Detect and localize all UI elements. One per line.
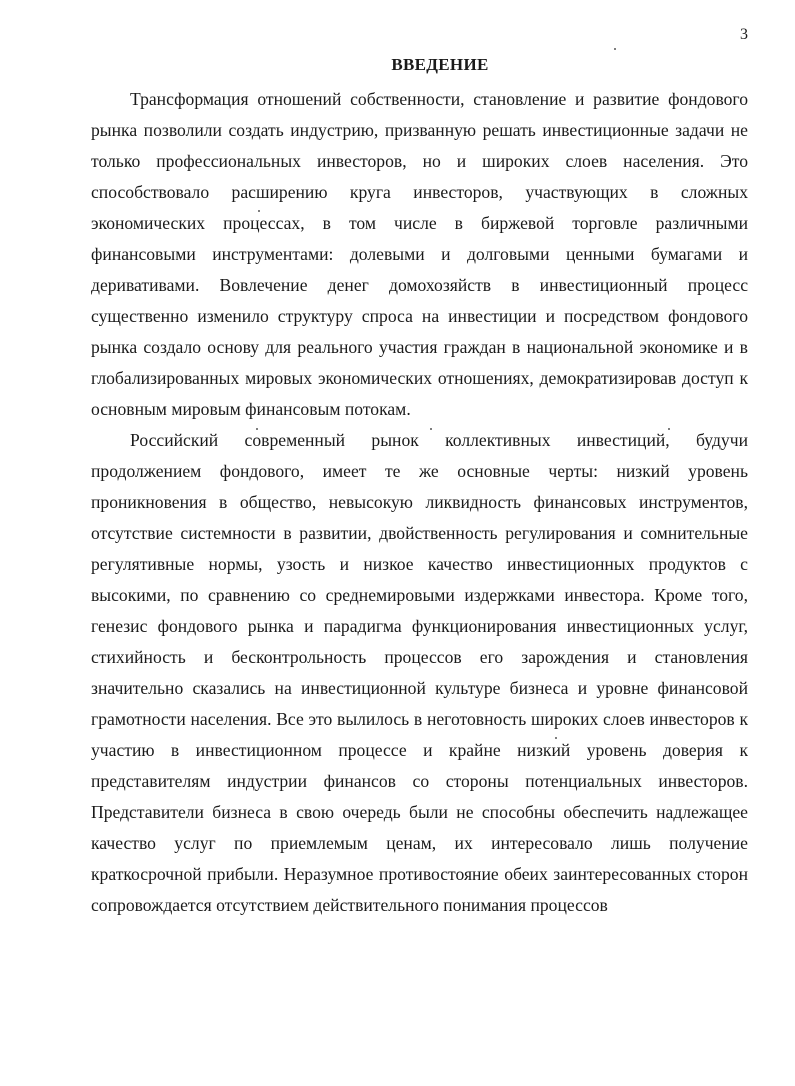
paragraph-1: Трансформация отношений собственности, становление и развитие фондового рынка позволили создать индустрию, призванную решать инвестиционные задачи не только профессиональных инвесторов, но и широких слоев населения. Это способствовало расширению круга инвесторов, участвующих в сложных экономических процессах, в том числе в биржевой торговле различными финансовыми инструментами: долевыми и долговыми ценными бумагами и деривативами. Вовлечение денег домохозяйств в инвестиционный процесс существенно изменило структуру спроса на инвестиции и посредством фондового рынка создало основу для реального участия граждан в национальной экономике и в глобализированных мировых экономических отношениях, демократизировав доступ к основным мировым финансовым потокам. [91, 89, 748, 419]
scan-speck [256, 428, 258, 430]
scan-speck [555, 737, 557, 739]
section-heading: ВВЕДЕНИЕ [391, 55, 489, 74]
page-number: 3 [740, 26, 748, 43]
scan-speck [668, 428, 670, 430]
scan-speck [430, 428, 432, 430]
body-text [91, 84, 748, 921]
scan-speck [258, 210, 260, 212]
paragraph-2: Российский современный рынок коллективных инвестиций, будучи продолжением фондового, имеет те же основные черты: низкий уровень проникновения в общество, невысокую ликвидность финансовых инструментов, отсутствие системности в развитии, двойственность регулирования и сомнительные регулятивные нормы, узость и низкое качество инвестиционных продуктов с высокими, по сравнению со среднемировыми издержками инвестора. Кроме того, генезис фондового рынка и парадигма функционирования инвестиционных услуг, стихийность и бесконтрольность процессов его зарождения и становления значительно сказались на инвестиционной культуре бизнеса и уровне финансовой грамотности населения. Все это вылилось в неготовность широких слоев инвесторов к участию в инвестиционном процессе и крайне низкий уровень доверия к представителям индустрии финансов со стороны потенциальных инвесторов. Представители бизнеса в свою очередь были не способны обеспечить надлежащее качество услуг по приемлемым ценам, их интересовало лишь получение краткосрочной прибыли. Неразумное противостояние обеих заинтересованных сторон сопровождается отсутствием действительного понимания процессов [91, 430, 748, 915]
scan-speck [614, 48, 616, 50]
